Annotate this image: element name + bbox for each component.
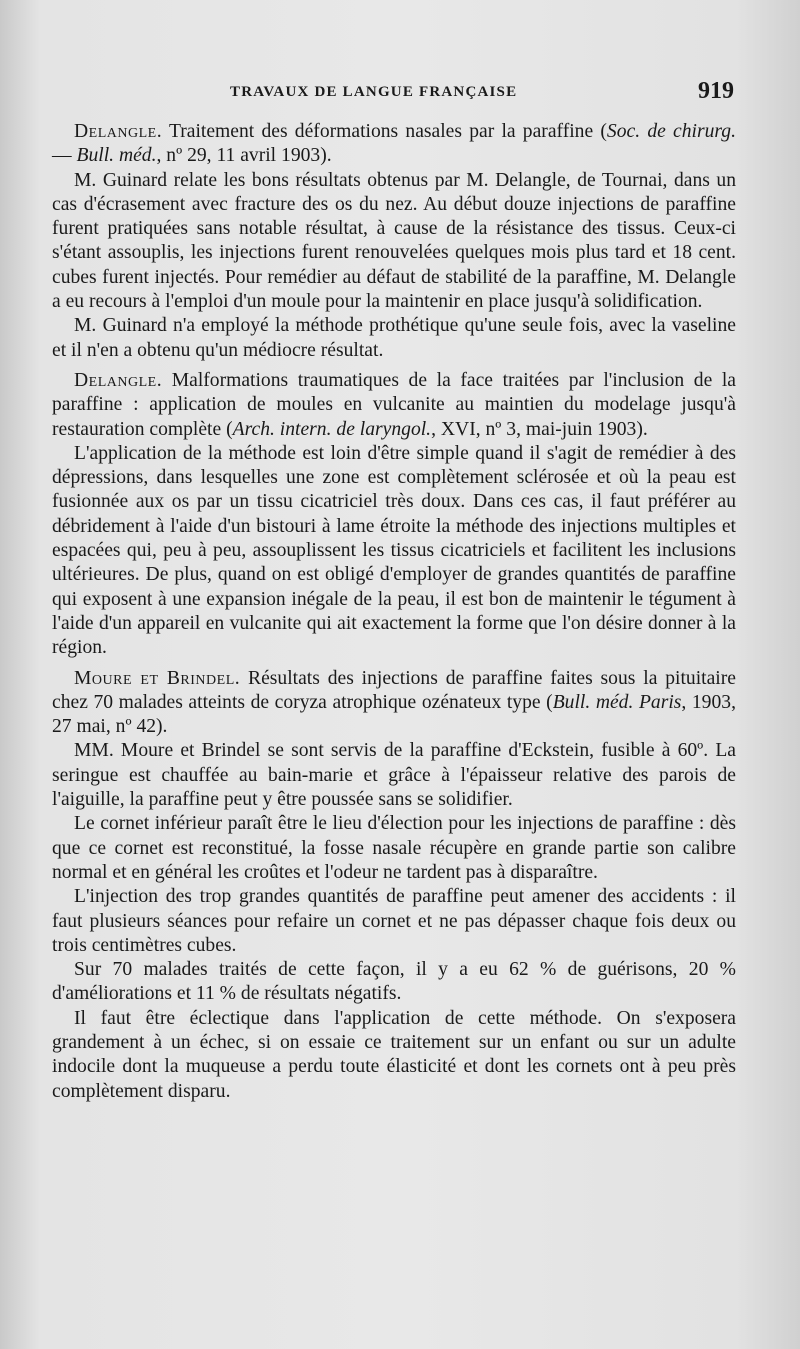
- entry-ref-sep: —: [52, 145, 77, 167]
- entry-heading: [52, 369, 736, 442]
- entry-title: Résultats des injections de paraffine faites sous la pituitaire chez 70 malades atteints de coryza atrophique ozénateux type: [52, 667, 736, 713]
- entry-ref-journal-2: Bull. méd.: [76, 145, 157, 167]
- paragraph: M. Guinard relate les bons résultats obtenus par M. Delangle, de Tournai, dans un cas d'écrasement avec fracture des os du nez. Au début douze injections de paraffine furent pratiquées sans notable résultat, à cause de la résistance des tissus. Ceux-ci s'étant assouplis, les injections furent renouvelées quelques mois plus tard et 18 cent. cubes furent injectés. Pour remédier au défaut de stabilité de la paraffine, M. Delangle a eu recours à l'emploi d'un moule pour la maintenir en place jusqu'à solidification.: [52, 169, 736, 313]
- body-text: [52, 120, 736, 1104]
- entry-title: Malformations traumatiques de la face traitées par l'inclusion de la paraffine : application de moules en vulcanite au maintien du modelage jusqu'à restauration complète: [52, 369, 737, 440]
- entry-author: Moure et Brindel.: [74, 667, 241, 689]
- entry-author: Delangle.: [74, 369, 163, 391]
- entry-ref-journal: Bull. méd. Paris: [552, 691, 682, 713]
- entry-ref-details: , XVI, nº 3, mai-juin 1903).: [431, 418, 648, 440]
- paragraph: Le cornet inférieur paraît être le lieu d'élection pour les injections de paraffine : dès que ce cornet est reconstitué, la fosse nasale récupère en grande partie son calibre normal et en général les croûtes et l'odeur ne tardent pas à disparaître.: [52, 813, 736, 883]
- bibliography-entry: [52, 369, 736, 661]
- paragraph: MM. Moure et Brindel se sont servis de la paraffine d'Eckstein, fusible à 60º. La seringue est chauffée au bain-marie et grâce à l'épaisseur relative des parois de l'aiguille, la paraffine peut y être poussée sans se solidifier.: [52, 740, 736, 811]
- page-number: 919: [698, 78, 734, 104]
- entry-ref-details: , nº 29, 11 avril 1903).: [156, 145, 332, 167]
- entry-ref-journal: Soc. de chirurg.: [606, 121, 737, 142]
- entry-heading: [52, 120, 736, 169]
- paragraph: Il faut être éclectique dans l'application de cette méthode. On s'exposera grandement à un échec, si on essaie ce traitement sur un enfant ou sur un adulte indocile dont la muqueuse a perdu toute élasticité et dont les cornets ont à peu près complètement disparu.: [52, 1007, 736, 1102]
- bibliography-entry: [52, 667, 736, 1104]
- entry-title: Traitement des déformations nasales par la paraffine: [168, 121, 594, 142]
- entry-ref-details: , 1903, 27 mai, nº 42).: [52, 691, 736, 738]
- running-head: [52, 78, 736, 118]
- running-title: TRAVAUX DE LANGUE FRANÇAISE: [230, 84, 518, 100]
- entry-author: Delangle.: [74, 121, 163, 142]
- paragraph: M. Guinard n'a employé la méthode prothétique qu'une seule fois, avec la vaseline et il n'en a obtenu qu'un médiocre résultat.: [52, 315, 736, 361]
- entry-ref-journal: Arch. intern. de laryngol.: [232, 418, 432, 440]
- entry-heading: [52, 667, 736, 740]
- paragraph: L'application de la méthode est loin d'être simple quand il s'agit de remédier à des dépressions, dans lesquelles une zone est complètement sclérosée et où la peau est fusionnée aux os par un tissu cicatriciel très doux. Dans ces cas, il faut préférer au débridement à l'aide d'un bistouri à lame étroite la méthode des injections multiples et espacées qui, peu à peu, assouplissent les tissus cicatriciels et facilitent les inclusions ultérieures. De plus, quand on est obligé d'employer de grandes quantités de paraffine qui exposent à une expansion inégale de la peau, il est bon de maintenir le tégument à l'aide d'un appareil en vulcanite qui ait exactement la forme que l'on désire donner à la région.: [52, 442, 736, 659]
- entry-ref-open: (: [221, 418, 233, 440]
- bibliography-entry: [52, 120, 736, 363]
- entry-ref-open: (: [540, 691, 553, 713]
- paragraph: Sur 70 malades traités de cette façon, il y a eu 62 % de guérisons, 20 % d'améliorations et 11 % de résultats négatifs.: [52, 959, 736, 1005]
- paragraph: L'injection des trop grandes quantités de paraffine peut amener des accidents : il faut plusieurs séances pour refaire un cornet et ne pas dépasser chaque fois deux ou trois centimètres cubes.: [52, 886, 736, 956]
- entry-ref-open: (: [600, 121, 607, 142]
